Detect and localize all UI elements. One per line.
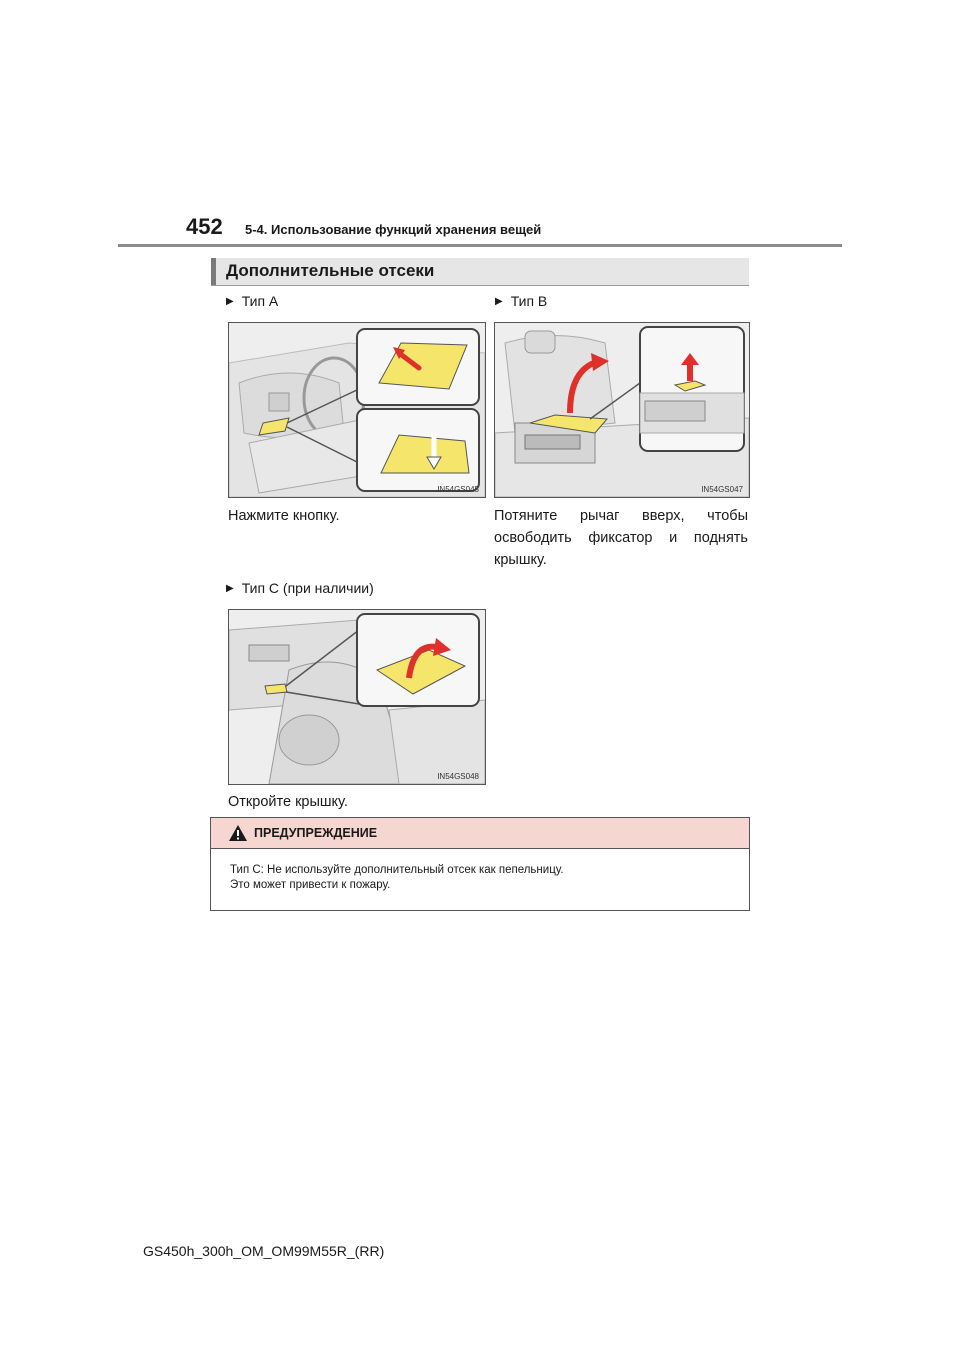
warning-line: Это может привести к пожару. [230,879,391,891]
type-a-caption: Нажмите кнопку. [228,508,340,524]
figure-code: IN54GS047 [701,485,743,494]
figure-type-a [228,322,486,498]
type-b-label-text: Тип B [510,293,548,309]
warning-header [211,818,749,849]
warning-title: ПРЕДУПРЕЖДЕНИЕ [254,826,378,840]
chapter-title: 5-4. Использование функций хранения вещей [245,222,542,237]
figure-type-a-illustration [229,323,485,497]
figure-type-b [494,322,750,498]
type-b-caption: Потяните рычаг вверх, чтобы освободить фиксатор и поднять крышку. [494,508,748,568]
warning-body [230,863,564,893]
warning-box [210,817,750,911]
footer-document-code: GS450h_300h_OM_OM99M55R_(RR) [143,1243,385,1259]
triangle-bullet-icon: ▶ [226,582,234,594]
type-b-label [495,293,547,309]
type-c-label [226,580,374,596]
type-a-label-text: Тип A [241,293,279,309]
warning-line: Тип C: Не используйте дополнительный отсек как пепельницу. [230,864,564,876]
type-a-label [226,293,278,309]
section-title: Дополнительные отсеки [226,261,435,280]
header-divider [118,244,842,247]
triangle-bullet-icon: ▶ [495,295,503,307]
type-c-caption: Откройте крышку. [228,794,348,810]
figure-type-c-illustration [229,610,485,784]
section-bar-accent [211,258,216,285]
figure-type-b-illustration [495,323,749,497]
type-c-label-text: Тип C (при наличии) [241,580,374,596]
figure-type-c [228,609,486,785]
page-number: 452 [186,214,223,239]
warning-icon [228,824,248,842]
figure-code: IN54GS048 [437,772,479,781]
figure-code: IN54GS045 [437,485,479,494]
triangle-bullet-icon: ▶ [226,295,234,307]
section-title-bar [211,258,749,286]
